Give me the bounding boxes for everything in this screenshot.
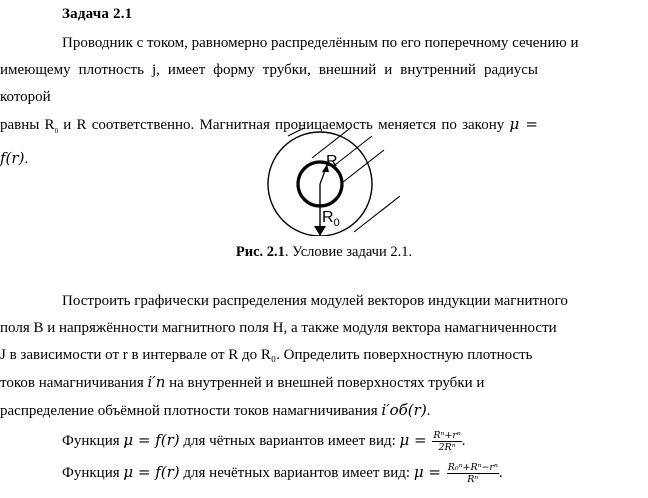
statement-line-2: имеющему плотность j, имеет форму трубки, внешний и внутренний радиусы которой [0, 62, 538, 105]
statement-line-1: Проводник с током, равномерно распределённым по его поперечному сечению и [62, 35, 579, 51]
statement-line-3: равны $R_0$ и R соответственно. Магнитная проницаемость меняется по закону μ = f(r). [0, 115, 538, 167]
label-r: R [326, 153, 338, 170]
task-line-3: J в зависимости от r в интервале от R до R₀. Определить поверхностную плотность [0, 347, 533, 363]
mu-law: μ = f(r) [0, 115, 538, 167]
formula-odd-fraction: $\frac{\text{R₀ⁿ+Rⁿ−rⁿ}}{\text{Rⁿ}}$ [447, 462, 498, 485]
problem-title: Задача 2.1 [62, 6, 133, 22]
figure-caption: Рис. 2.1. Условие задачи 2.1. [235, 244, 413, 260]
formula-even-fraction: $\frac{\text{Rⁿ+rⁿ}}{\text{2Rⁿ}}$ [433, 430, 461, 453]
formula-even: Функция μ = f(r) для чётных вариантов имеет вид: μ = $\frac{\text{Rⁿ+rⁿ}}{\text{2Rⁿ}}$ . [62, 430, 466, 453]
tube-cross-section-figure [260, 128, 400, 236]
task-line-5: распределение объёмной плотности токов намагничивания i′об(r). [0, 401, 431, 419]
task-line-4: токов намагничивания i′п на внутренней и внешней поверхностях трубки и [0, 373, 485, 391]
task-line-2: поля B и напряжённости магнитного поля H, а также модуля вектора намагниченности [0, 320, 557, 336]
formula-odd: Функция μ = f(r) для нечётных вариантов имеет вид: μ = $\frac{\text{R₀ⁿ+Rⁿ−rⁿ}}{\text{Rⁿ}}$ . [62, 462, 503, 485]
task-paragraph [0, 288, 600, 425]
label-r0: $R_0$ [322, 209, 340, 229]
task-line-1: Построить графически распределения модулей векторов индукции магнитного [62, 293, 568, 309]
